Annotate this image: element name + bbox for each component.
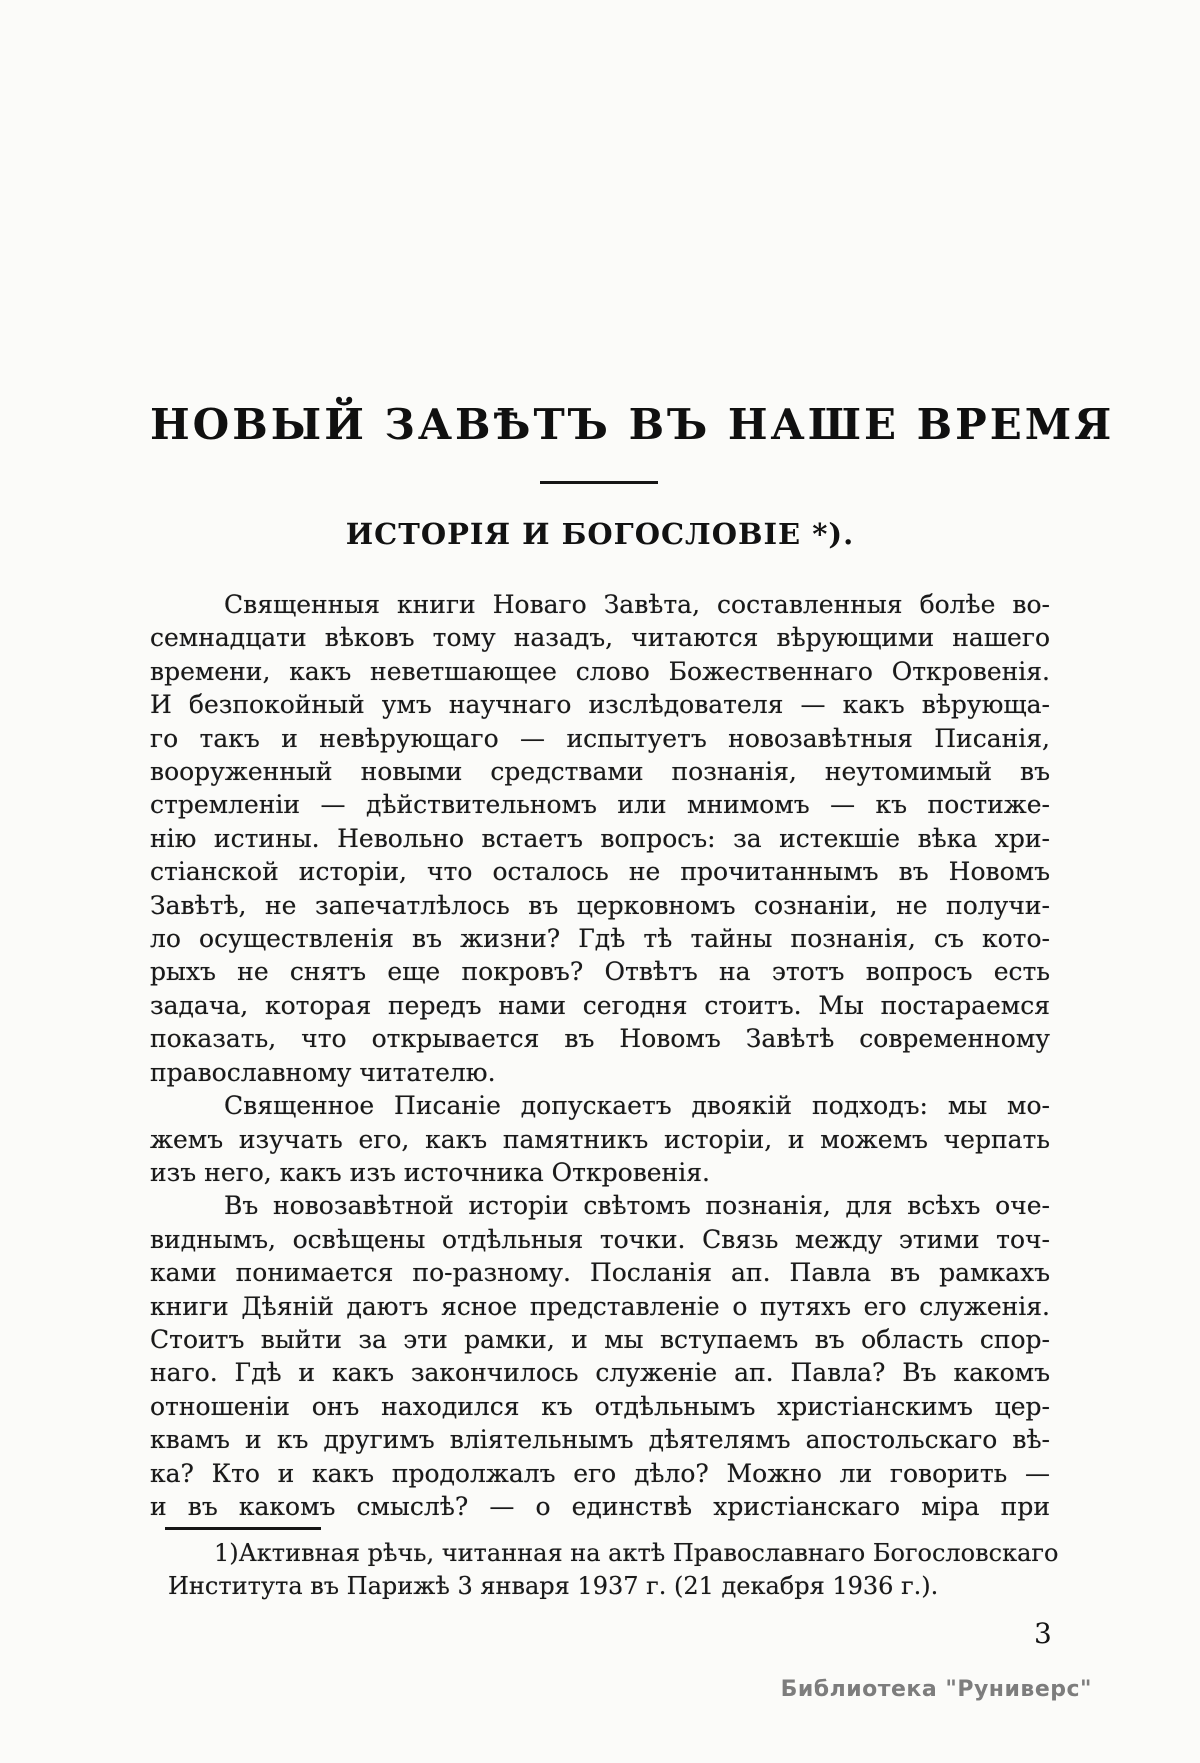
text-line: ло осуществленія въ жизни? Гдѣ тѣ тайны познанія, съ кото- xyxy=(150,924,1050,954)
text-line: изъ него, какъ изъ источника Откровенія. xyxy=(150,1157,710,1187)
text-line: отношеніи онъ находился къ отдѣльнымъ христіанскимъ цер- xyxy=(150,1391,1050,1421)
text-line: Священное Писаніе допускаетъ двоякій подходъ: мы мо- xyxy=(224,1091,1050,1121)
text-line: книги Дѣяній даютъ ясное представленіе о путяхъ его служенія. xyxy=(150,1291,1050,1321)
text-line: нію истины. Невольно встаетъ вопросъ: за истекшіе вѣка хри- xyxy=(150,823,1050,853)
watermark: Библиотека "Руниверс" xyxy=(780,1677,1092,1702)
text-line: стіанской исторіи, что осталось не прочитаннымъ въ Новомъ xyxy=(150,857,1050,887)
text-line: виднымъ, освѣщены отдѣльныя точки. Связь между этими точ- xyxy=(150,1224,1050,1254)
text-line: и въ какомъ смыслѣ? — о единствѣ христіанскаго міра при xyxy=(150,1491,1050,1521)
text-line: рыхъ не снятъ еще покровъ? Отвѣтъ на этотъ вопросъ есть xyxy=(150,957,1050,987)
body-text xyxy=(150,588,1050,1523)
text-line: наго. Гдѣ и какъ закончилось служеніе ап. Павла? Въ какомъ xyxy=(150,1358,1050,1388)
text-line: ка? Кто и какъ продолжалъ его дѣло? Можно ли говорить — xyxy=(150,1458,1050,1488)
page-subtitle: ИСТОРІЯ И БОГОСЛОВІЕ *). xyxy=(345,517,855,551)
text-line: Священныя книги Новаго Завѣта, составленныя болѣе во- xyxy=(224,590,1050,619)
text-line: задача, которая передъ нами сегодня стоитъ. Мы постараемся xyxy=(150,990,1050,1020)
title-divider xyxy=(540,481,658,484)
page-number: 3 xyxy=(1034,1617,1052,1650)
text-line: времени, какъ неветшающее слово Божественнаго Откровенія. xyxy=(150,656,1050,686)
text-line: семнадцати вѣковъ тому назадъ, читаются вѣрующими нашего xyxy=(150,623,1050,653)
text-line: ками понимается по-разному. Посланія ап. Павла въ рамкахъ xyxy=(150,1258,1050,1288)
text-line: православному читателю. xyxy=(150,1057,496,1087)
text-line: показать, что открывается въ Новомъ Завѣтѣ современному xyxy=(150,1024,1050,1054)
text-line: жемъ изучать его, какъ памятникъ исторіи, и можемъ черпать xyxy=(150,1124,1050,1154)
text-line: вооруженный новыми средствами познанія, неутомимый въ xyxy=(150,757,1050,787)
footnote-divider xyxy=(165,1527,321,1530)
text-line: Института въ Парижѣ 3 января 1937 г. (21 декабря 1936 г.). xyxy=(168,1572,939,1600)
text-line: го такъ и невѣрующаго — испытуетъ новозавѣтныя Писанія, xyxy=(150,723,1050,753)
text-line: квамъ и къ другимъ вліятельнымъ дѣятелямъ апостольскаго вѣ- xyxy=(150,1425,1050,1455)
text-line: стремленіи — дѣйствительномъ или мнимомъ — къ постиже- xyxy=(150,790,1050,820)
text-line: И безпокойный умъ научнаго изслѣдователя — какъ вѣрующа- xyxy=(150,690,1050,720)
footnote-text xyxy=(150,1537,1059,1603)
text-line: Въ новозавѣтной исторіи свѣтомъ познанія, для всѣхъ оче- xyxy=(224,1191,1050,1221)
text-line: 1)Активная рѣчь, читанная на актѣ Православнаго Богословскаго xyxy=(214,1539,1059,1567)
text-line: Стоитъ выйти за эти рамки, и мы вступаемъ въ область спор- xyxy=(150,1324,1050,1354)
text-line: Завѣтѣ, не запечатлѣлось въ церковномъ сознаніи, не получи- xyxy=(150,890,1050,920)
page-title: НОВЫЙ ЗАВѢТЪ ВЪ НАШЕ ВРЕМЯ xyxy=(150,400,1115,449)
